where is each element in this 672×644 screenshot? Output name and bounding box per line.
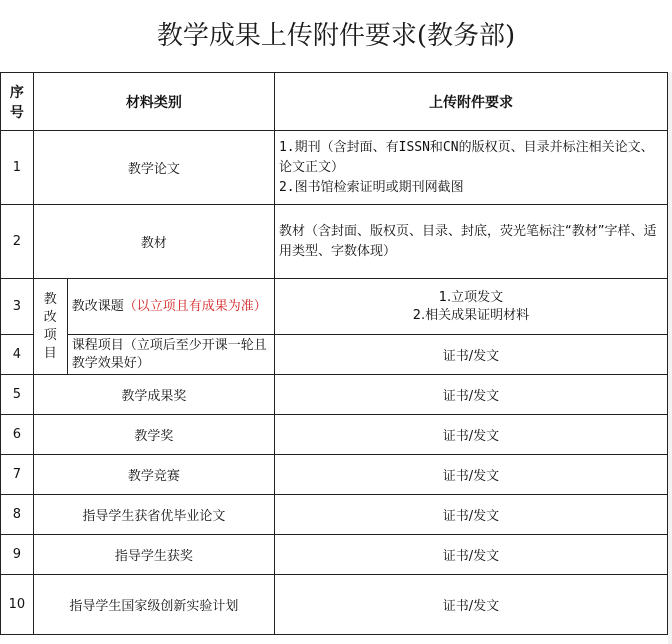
row-category: 教学成果奖 (33, 375, 274, 415)
row-subcategory (67, 279, 274, 335)
row-requirement: 证书/发文 (274, 535, 667, 575)
subcategory-label: 教改课题 (71, 298, 124, 314)
row-requirement (274, 205, 667, 279)
row-no: 3 (1, 279, 34, 335)
row-category: 教学论文 (33, 131, 274, 205)
subcategory-note: （以立项且有成果为准） (123, 298, 267, 314)
group-label: 教改项目 (33, 279, 67, 375)
requirement-line: 2.相关成果证明材料 (412, 307, 530, 323)
table-row (1, 279, 668, 335)
row-category: 教学奖 (33, 415, 274, 455)
table-row (1, 205, 668, 279)
table-row (1, 415, 668, 455)
row-requirement: 证书/发文 (274, 575, 667, 635)
page-title: 教学成果上传附件要求(教务部) (156, 21, 516, 51)
header-category: 材料类别 (33, 73, 274, 131)
row-requirement (274, 279, 667, 335)
row-category: 指导学生获奖 (33, 535, 274, 575)
row-requirement (274, 131, 667, 205)
sheet-edge (668, 72, 672, 644)
row-requirement: 证书/发文 (274, 495, 667, 535)
requirement-line: 2.图书馆检索证明或期刊网截图 (278, 179, 464, 195)
row-no: 8 (1, 495, 34, 535)
table-row (1, 375, 668, 415)
row-no: 7 (1, 455, 34, 495)
row-no: 9 (1, 535, 34, 575)
table-header-row (1, 73, 668, 131)
row-no: 10 (1, 575, 34, 635)
header-requirement: 上传附件要求 (274, 73, 667, 131)
header-no: 序号 (1, 73, 34, 131)
table-row (1, 455, 668, 495)
row-requirement: 证书/发文 (274, 335, 667, 375)
row-subcategory: 课程项目（立项后至少开课一轮且教学效果好） (67, 335, 274, 375)
row-no: 2 (1, 205, 34, 279)
row-no: 4 (1, 335, 34, 375)
requirement-line: 教材（含封面、版权页、目录、封底，荧光笔标注“教材”字样、适用类型、字数体现） (278, 223, 657, 259)
requirement-line: 1.期刊（含封面、有ISSN和CN的版权页、目录并标注相关论文、论文正文） (278, 139, 654, 175)
row-category: 教学竞赛 (33, 455, 274, 495)
row-category: 指导学生获省优毕业论文 (33, 495, 274, 535)
table-row (1, 335, 668, 375)
requirement-line: 1.立项发文 (438, 289, 504, 305)
row-category: 教材 (33, 205, 274, 279)
table-row (1, 131, 668, 205)
row-no: 1 (1, 131, 34, 205)
table-row (1, 495, 668, 535)
table-row (1, 535, 668, 575)
row-no: 5 (1, 375, 34, 415)
row-requirement: 证书/发文 (274, 455, 667, 495)
row-category: 指导学生国家级创新实验计划 (33, 575, 274, 635)
requirements-table (0, 72, 668, 635)
row-requirement: 证书/发文 (274, 415, 667, 455)
row-requirement: 证书/发文 (274, 375, 667, 415)
table-row (1, 575, 668, 635)
row-no: 6 (1, 415, 34, 455)
